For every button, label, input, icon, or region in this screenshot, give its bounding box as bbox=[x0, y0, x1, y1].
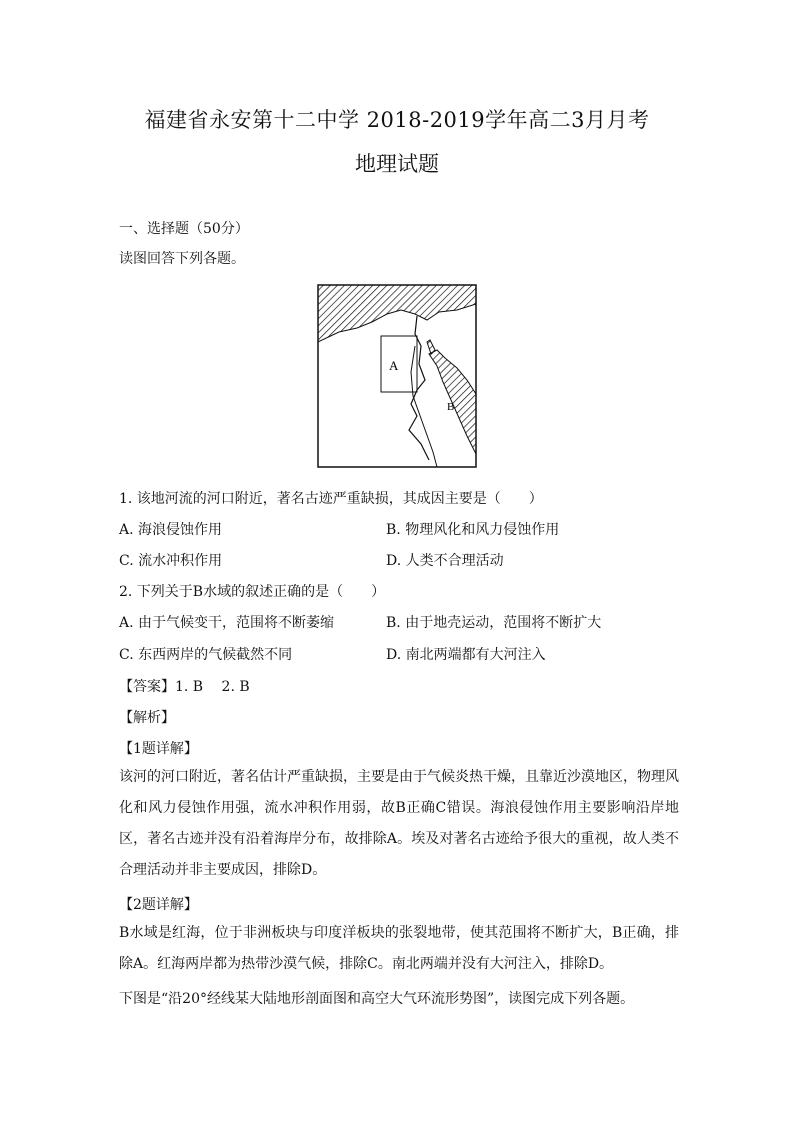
detail-2-heading: 【2题详解】 bbox=[119, 897, 198, 913]
question-2-option-a: A. 由于气候变干，范围将不断萎缩 bbox=[119, 615, 335, 631]
detail-1-heading: 【1题详解】 bbox=[119, 741, 198, 757]
question-1-option-a: A. 海浪侵蚀作用 bbox=[119, 522, 223, 538]
detail-1-text: 该河的河口附近，著名估计严重缺损，主要是由于气候炎热干燥，且靠近沙漠地区，物理风化和风力侵蚀作用强，流水冲积作用弱，故B正确C错误。海浪侵蚀作用主要影响沿岸地区，著名古迹并没有沿着海岸分布，故排除A。埃及对著名古迹给予很大的重视，故人类不合理活动并非主要成因，排除D。 bbox=[119, 769, 679, 878]
question-2-option-c: C. 东西两岸的气候截然不同 bbox=[119, 647, 293, 663]
question-2-option-b: B. 由于地壳运动，范围将不断扩大 bbox=[386, 615, 602, 631]
question-1-option-c: C. 流水冲积作用 bbox=[119, 553, 223, 569]
next-question-intro: 下图是“沿20°经线某大陆地形剖面图和高空大气环流形势图”，读图完成下列各题。 bbox=[119, 991, 635, 1007]
page-title: 福建省永安第十二中学 2018-2019学年高二3月月考 bbox=[144, 108, 650, 132]
detail-2-text: B水域是红海，位于非洲板块与印度洋板块的张裂地带，使其范围将不断扩大，B正确，排除A。红海两岸都为热带沙漠气候，排除C。南北两端并没有大河注入，排除D。 bbox=[119, 925, 679, 972]
page-subtitle: 地理试题 bbox=[355, 152, 439, 176]
question-1-option-d: D. 人类不合理活动 bbox=[386, 553, 504, 569]
map-label-a: A bbox=[389, 358, 399, 373]
instruction: 读图回答下列各题。 bbox=[119, 251, 245, 267]
analysis-heading: 【解析】 bbox=[119, 710, 175, 726]
answer: 【答案】1. B 2. B bbox=[119, 679, 250, 695]
map-label-b: B bbox=[447, 401, 455, 413]
map-figure bbox=[317, 284, 477, 468]
question-2-stem: 2. 下列关于B水域的叙述正确的是（ ） bbox=[119, 584, 386, 600]
question-1-option-b: B. 物理风化和风力侵蚀作用 bbox=[386, 522, 560, 538]
section-heading: 一、选择题（50分） bbox=[119, 221, 249, 237]
question-2-option-d: D. 南北两端都有大河注入 bbox=[386, 647, 546, 663]
question-1-stem: 1. 该地河流的河口附近，著名古迹严重缺损，其成因主要是（ ） bbox=[119, 491, 543, 507]
